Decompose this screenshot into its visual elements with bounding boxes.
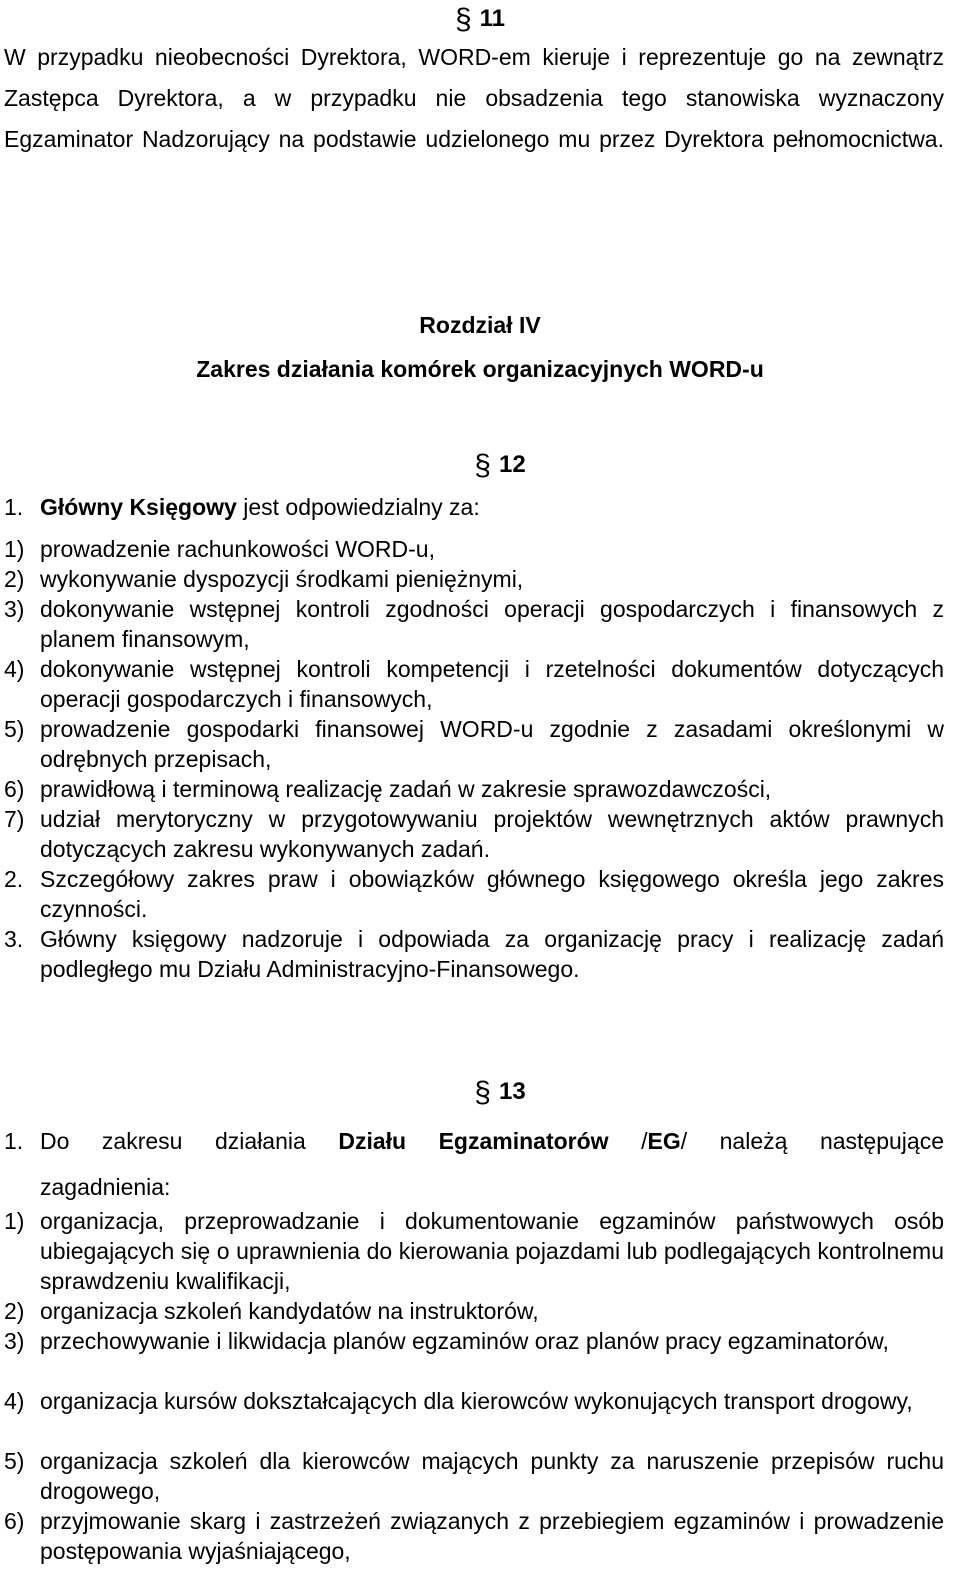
intro-mid: / xyxy=(608,1128,648,1154)
item-text: organizacja szkoleń kandydatów na instruktorów, xyxy=(40,1298,539,1324)
list-item xyxy=(4,594,944,654)
item-number: 5) xyxy=(4,716,25,742)
item-text: udział merytoryczny w przygotowywaniu projektów wewnętrznych aktów prawnych dotyczących zakresu wykonywanych zadań. xyxy=(40,806,944,862)
item-number: 2) xyxy=(4,566,25,592)
list-item xyxy=(4,804,944,864)
point-text: Główny księgowy nadzoruje i odpowiada za organizację pracy i realizację zadań podległego mu Działu Administracyjno-Finansowego. xyxy=(40,926,944,982)
item-number: 4) xyxy=(4,1388,25,1414)
item-text: prawidłową i terminową realizację zadań w zakresie sprawozdawczości, xyxy=(40,776,772,802)
item-text: prowadzenie gospodarki finansowej WORD-u zgodnie z zasadami określonymi w odrębnych przepisach, xyxy=(40,716,944,772)
point-number: 3. xyxy=(4,926,24,952)
department-code: EG xyxy=(647,1128,681,1154)
item-text: organizacja kursów dokształcających dla kierowców wykonujących transport drogowy, xyxy=(40,1388,913,1414)
point-text: Szczegółowy zakres praw i obowiązków głównego księgowego określa jego zakres czynności. xyxy=(40,866,944,922)
section-sign-13: § xyxy=(474,1076,491,1109)
item-text: organizacja szkoleń dla kierowców mających punkty za naruszenie przepisów ruchu drogowego, xyxy=(40,1448,944,1504)
item-text: przyjmowanie skarg i zastrzeżeń związanych z przebiegiem egzaminów i prowadzenie postępowania wyjaśniającego, xyxy=(40,1508,944,1564)
point-2 xyxy=(4,864,944,924)
item-text: dokonywanie wstępnej kontroli zgodności operacji gospodarczych i finansowych z planem finansowym, xyxy=(40,596,944,652)
chief-accountant-label: Główny Księgowy xyxy=(40,494,237,520)
intro-pre: Do zakresu działania xyxy=(40,1128,339,1154)
list-item xyxy=(4,774,944,804)
item-number: 3) xyxy=(4,1328,25,1354)
intro-rest: jest odpowiedzialny za: xyxy=(236,494,480,520)
intro-text xyxy=(40,492,944,522)
item-text: wykonywanie dyspozycji środkami pieniężnymi, xyxy=(40,566,524,592)
section-number-11: 11 xyxy=(479,5,506,32)
list-item xyxy=(4,714,944,774)
department-name: Działu Egzaminatorów xyxy=(338,1128,609,1154)
item-text: przechowywanie i likwidacja planów egzaminów oraz planów pracy egzaminatorów, xyxy=(40,1328,889,1354)
intro-text xyxy=(40,1118,944,1164)
section-number-13: 13 xyxy=(498,1078,526,1105)
list-item xyxy=(4,1506,944,1566)
list-item xyxy=(4,1206,944,1296)
item-number: 6) xyxy=(4,776,25,802)
section-sign-12: § xyxy=(474,449,491,482)
section-12-intro xyxy=(4,492,944,522)
item-number: 5) xyxy=(4,1448,25,1474)
section-11-heading xyxy=(0,0,960,34)
item-text: dokonywanie wstępnej kontroli kompetencji i rzetelności dokumentów dotyczących operacji gospodarczych i finansowych, xyxy=(40,656,944,712)
item-number: 3) xyxy=(4,596,25,622)
item-number: 4) xyxy=(4,656,25,682)
item-number: 6) xyxy=(4,1508,25,1534)
point-number: 2. xyxy=(4,866,24,892)
list-item xyxy=(4,1446,944,1506)
section-number-12: 12 xyxy=(498,451,526,478)
item-number: 7) xyxy=(4,806,25,832)
section-13-heading xyxy=(20,1073,960,1107)
item-number: 1) xyxy=(4,536,25,562)
point-3 xyxy=(4,924,944,984)
list-item xyxy=(4,1326,944,1356)
intro-post: / należą następujące xyxy=(680,1128,944,1154)
list-item xyxy=(4,1386,944,1416)
paragraph-11: W przypadku nieobecności Dyrektora, WORD-em kieruje i reprezentuje go na zewnątrz Zastępca Dyrektora, a w przypadku nie obsadzenia tego stanowiska wyznaczony Egzaminator Nadzorujący na podstawie udzielonego mu przez Dyrektora pełnomocnictwa. xyxy=(4,44,944,152)
section-13-intro xyxy=(4,1118,944,1210)
intro-number: 1. xyxy=(4,494,24,520)
list-item xyxy=(4,564,944,594)
item-text: organizacja, przeprowadzanie i dokumentowanie egzaminów państwowych osób ubiegających się o uprawnienia do kierowania pojazdami lub podlegających kontrolnemu sprawdzeniu kwalifikacji, xyxy=(40,1208,944,1294)
item-number: 2) xyxy=(4,1298,25,1324)
list-item xyxy=(4,654,944,714)
intro-number: 1. xyxy=(4,1128,24,1154)
chapter-subtitle: Zakres działania komórek organizacyjnych WORD-u xyxy=(196,356,764,382)
chapter-title: Rozdział IV xyxy=(419,312,541,338)
section-12-heading xyxy=(20,446,960,480)
intro-continuation: zagadnienia: xyxy=(40,1174,171,1200)
section-sign-11: § xyxy=(454,3,472,36)
list-item xyxy=(4,534,944,564)
item-text: prowadzenie rachunkowości WORD-u, xyxy=(40,536,435,562)
item-number: 1) xyxy=(4,1208,25,1234)
list-item xyxy=(4,1296,944,1326)
